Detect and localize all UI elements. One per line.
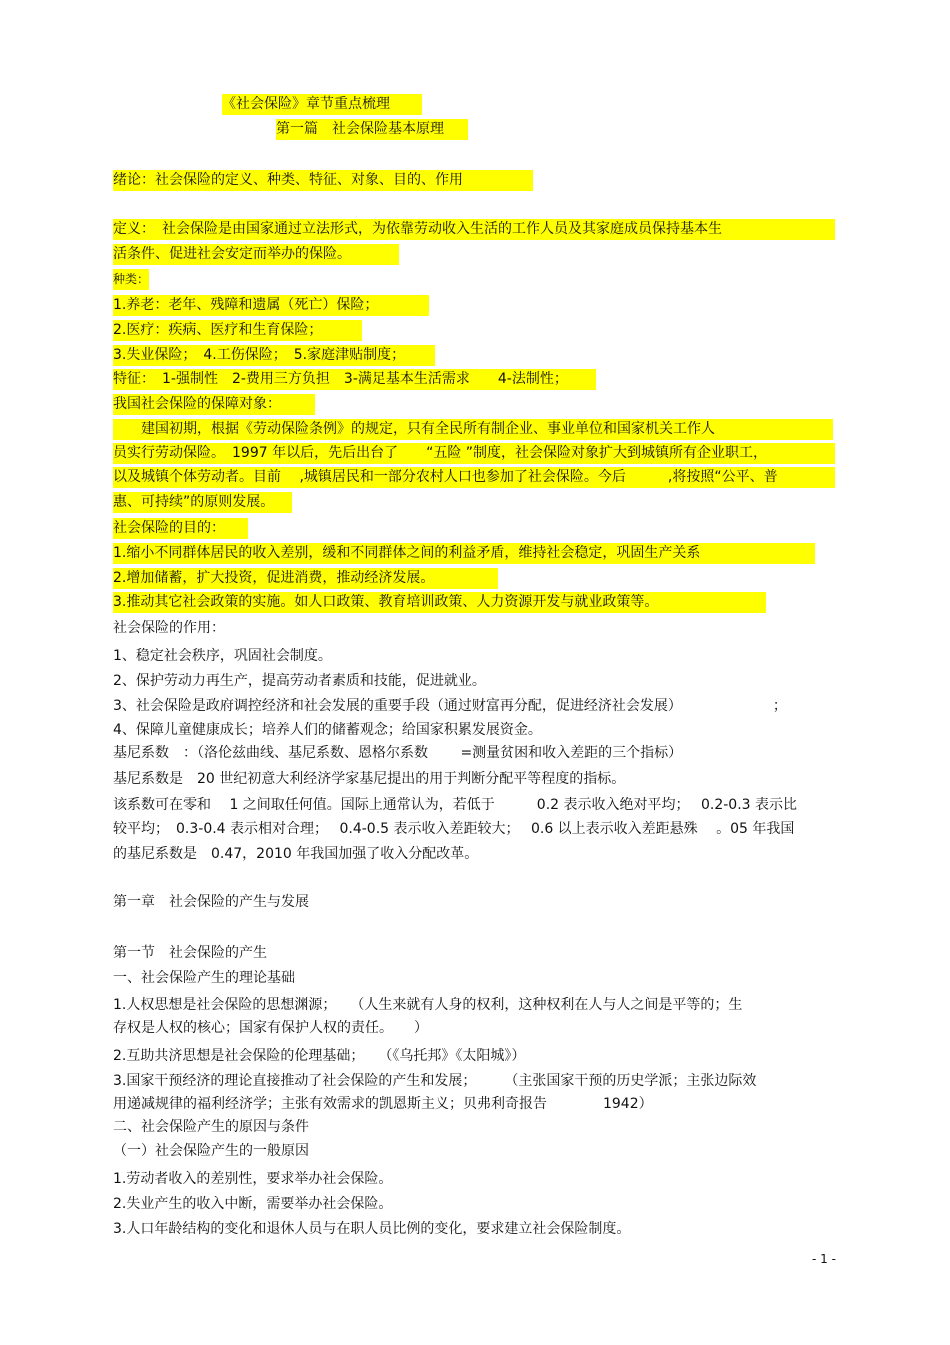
types-item-3: 3.失业保险； 4.工伤保险； 5.家庭津贴制度； — [113, 345, 435, 366]
subsection-2-title: 二、社会保险产生的原因与条件 — [113, 1119, 309, 1135]
gini-line-5: 的基尼系数是 0.47，2010 年我国加强了收入分配改革。 — [113, 846, 479, 862]
coverage-line-3: 以及城镇个体劳动者。目前 ,城镇居民和一部分农村人口也参加了社会保险。今后 ,将按照“公平、普 — [113, 467, 835, 488]
purpose-item-1: 1.缩小不同群体居民的收入差别，缓和不同群体之间的利益矛盾，维持社会稳定，巩固生产关系 — [113, 543, 815, 564]
part-title: 第一篇 社会保险基本原理 — [276, 119, 468, 140]
coverage-heading: 我国社会保险的保障对象： — [113, 394, 315, 415]
intro-heading: 绪论：社会保险的定义、种类、特征、对象、目的、作用 — [113, 170, 533, 191]
general-causes-title: （一）社会保险产生的一般原因 — [113, 1143, 309, 1159]
coverage-line-1: 建国初期，根据《劳动保险条例》的规定，只有全民所有制企业、事业单位和国家机关工作人 — [113, 419, 833, 440]
role-item-2: 2、保护劳动力再生产，提高劳动者素质和技能，促进就业。 — [113, 673, 486, 689]
features-line: 特征： 1-强制性 2-费用三方负担 3-满足基本生活需求 4-法制性； — [113, 369, 596, 390]
subsection-1-title: 一、社会保险产生的理论基础 — [113, 970, 295, 986]
coverage-line-2: 员实行劳动保险。 1997 年以后，先后出台了 “五险 ”制度，社会保险对象扩大到城镇所有企业职工， — [113, 443, 835, 464]
purpose-heading: 社会保险的目的： — [113, 518, 248, 539]
theory-item-3-line-1: 3.国家干预经济的理论直接推动了社会保险的产生和发展； （主张国家干预的历史学派；主张边际效 — [113, 1073, 757, 1089]
role-item-1: 1、稳定社会秩序，巩固社会制度。 — [113, 648, 332, 664]
gini-line-4: 较平均； 0.3-0.4 表示相对合理； 0.4-0.5 表示收入差距较大； 0.6 以上表示收入差距悬殊 。05 年我国 — [113, 821, 795, 837]
section-title: 第一节 社会保险的产生 — [113, 945, 267, 961]
role-item-4: 4、保障儿童健康成长；培养人们的储蓄观念；给国家积累发展资金。 — [113, 722, 542, 738]
theory-item-3-line-2: 用递减规律的福利经济学；主张有效需求的凯恩斯主义；贝弗利奇报告 1942） — [113, 1096, 653, 1112]
cause-item-1: 1.劳动者收入的差别性，要求举办社会保险。 — [113, 1171, 393, 1187]
cause-item-2: 2.失业产生的收入中断，需要举办社会保险。 — [113, 1196, 393, 1212]
cause-item-3: 3.人口年龄结构的变化和退休人员与在职人员比例的变化，要求建立社会保险制度。 — [113, 1221, 631, 1237]
types-item-1: 1.养老：老年、残障和遗属（死亡）保险； — [113, 295, 429, 316]
theory-item-1-line-1: 1.人权思想是社会保险的思想渊源； （人生来就有人身的权利，这种权利在人与人之间是平等的；生 — [113, 997, 743, 1013]
gini-line-2: 基尼系数是 20 世纪初意大利经济学家基尼提出的用于判断分配平等程度的指标。 — [113, 771, 626, 787]
theory-item-1-line-2: 存权是人权的核心；国家有保护人权的责任。 ） — [113, 1020, 428, 1036]
chapter-title: 第一章 社会保险的产生与发展 — [113, 894, 309, 910]
types-item-2: 2.医疗：疾病、医疗和生育保险； — [113, 320, 362, 341]
definition-line-2: 活条件、促进社会安定而举办的保险。 — [113, 244, 399, 265]
purpose-item-2: 2.增加储蓄，扩大投资，促进消费，推动经济发展。 — [113, 568, 498, 589]
coverage-line-4: 惠、可持续”的原则发展。 — [113, 492, 292, 513]
types-heading: 种类： — [113, 269, 149, 290]
role-heading: 社会保险的作用： — [113, 620, 225, 636]
gini-line-1: 基尼系数 ：（洛伦兹曲线、基尼系数、恩格尔系数 =测量贫困和收入差距的三个指标） — [113, 745, 683, 761]
page-number: - 1 - — [812, 1252, 836, 1266]
gini-line-3: 该系数可在零和 1 之间取任何值。国际上通常认为，若低于 0.2 表示收入绝对平均； 0.2-0.3 表示比 — [113, 797, 798, 813]
role-item-3: 3、社会保险是政府调控经济和社会发展的重要手段（通过财富再分配，促进经济社会发展） ； — [113, 698, 787, 714]
purpose-item-3: 3.推动其它社会政策的实施。如人口政策、教育培训政策、人力资源开发与就业政策等。 — [113, 592, 766, 613]
doc-title: 《社会保险》章节重点梳理 — [222, 94, 422, 115]
definition-line-1: 定义： 社会保险是由国家通过立法形式，为依靠劳动收入生活的工作人员及其家庭成员保持基本生 — [113, 219, 835, 240]
theory-item-2: 2.互助共济思想是社会保险的伦理基础； （《乌托邦》《太阳城》） — [113, 1048, 526, 1064]
